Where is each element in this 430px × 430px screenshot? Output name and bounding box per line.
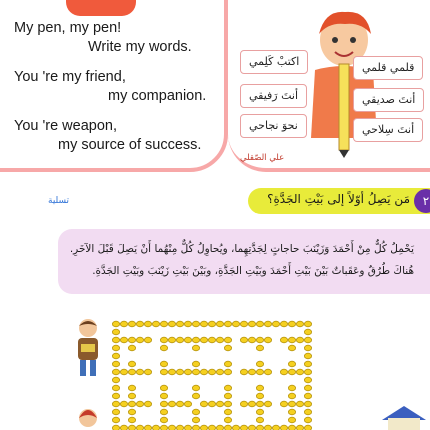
maze-coin (304, 417, 311, 423)
maze-coin (208, 425, 215, 430)
maze-coin (112, 329, 119, 335)
maze-coin (288, 345, 295, 351)
maze-coin (160, 369, 167, 375)
maze-coin (296, 401, 303, 407)
maze-coin (288, 321, 295, 327)
maze-coin (144, 337, 151, 343)
maze-coin (160, 417, 167, 423)
maze-coin (112, 385, 119, 391)
instructions-line-2: هُناكَ طُرُقٌ وعَقَباتٌ بَيْنَ بَيْتِ أَحْمَدَ وبَيْتِ الجَدَّةِ، وبَيْنَ بَيْتِ زَيْنَبَ وبَيْتِ الجَدَّةِ. (92, 265, 414, 277)
maze-coin (256, 393, 263, 399)
maze-coin (216, 401, 223, 407)
maze-coin (248, 321, 255, 327)
maze-coin (136, 401, 143, 407)
maze-coin (304, 337, 311, 343)
maze-coin (160, 401, 167, 407)
maze-coin (176, 337, 183, 343)
maze-coin (288, 369, 295, 375)
maze-coin (200, 337, 207, 343)
maze-coin (288, 401, 295, 407)
instructions-line-1: يَحْمِلُ كُلٌّ مِنْ أَحْمَدَ وَزَيْنَبَ حاجاتٍ لِجَدَّتِهِما، ويُحاوِلُ كُلٌّ مِنْهُما أَنْ يَصِلَ قَبْلَ الآخَرِ. (69, 243, 414, 255)
maze-coin (240, 321, 247, 327)
maze-coin (280, 369, 287, 375)
poem-line-6: my source of success. (58, 137, 202, 153)
maze-coin (120, 337, 127, 343)
maze-coin (136, 369, 143, 375)
maze-coin (160, 425, 167, 430)
maze-coin (272, 425, 279, 430)
maze-coin (160, 393, 167, 399)
maze-coin (120, 401, 127, 407)
maze-coin (288, 393, 295, 399)
maze-coin (304, 353, 311, 359)
maze-coin (232, 425, 239, 430)
section-number-badge: ٢ (414, 189, 430, 213)
maze-coin (224, 321, 231, 327)
maze-coin (288, 409, 295, 415)
maze-coin (256, 385, 263, 391)
maze-coin (128, 401, 135, 407)
maze-coin (184, 337, 191, 343)
maze-coin (224, 385, 231, 391)
maze-coin (128, 337, 135, 343)
maze-coin (248, 369, 255, 375)
maze-coin (128, 361, 135, 367)
maze-coin (176, 321, 183, 327)
poem-line-5: You 're weapon, (14, 118, 118, 134)
maze-coin (152, 321, 159, 327)
maze-coin (304, 377, 311, 383)
maze-coin (160, 337, 167, 343)
maze-coin (232, 321, 239, 327)
maze-coin (176, 401, 183, 407)
maze-coin (120, 369, 127, 375)
maze-coin (128, 321, 135, 327)
maze-coin (192, 345, 199, 351)
maze-coin (192, 337, 199, 343)
maze-coin (128, 385, 135, 391)
maze-coin (216, 337, 223, 343)
maze-coin (264, 337, 271, 343)
maze-coin (128, 369, 135, 375)
maze-coin (224, 417, 231, 423)
poem-line-2: Write my words. (88, 39, 192, 55)
maze-coin (264, 401, 271, 407)
maze-coin (112, 425, 119, 430)
maze-coin (208, 369, 215, 375)
maze-coin (256, 369, 263, 375)
poem-author: علي الصّقلي (240, 153, 285, 163)
maze-coin (288, 361, 295, 367)
maze-coin (184, 425, 191, 430)
maze-coin (192, 409, 199, 415)
maze-coin (280, 425, 287, 430)
maze-coin (208, 337, 215, 343)
maze-coin (128, 409, 135, 415)
maze-coin (264, 321, 271, 327)
maze-coin (208, 321, 215, 327)
maze-coin (224, 409, 231, 415)
maze-coin (256, 417, 263, 423)
maze-coin (144, 369, 151, 375)
maze-coin (304, 385, 311, 391)
maze-coin (184, 369, 191, 375)
maze-coin (112, 409, 119, 415)
maze-coin (136, 337, 143, 343)
maze-coin (160, 345, 167, 351)
maze-coin (112, 345, 119, 351)
maze-coin (240, 401, 247, 407)
maze-coin (144, 425, 151, 430)
maze-coin (248, 425, 255, 430)
maze-coin (136, 321, 143, 327)
arabic-pill-2: اكتبْ كَلِمي (240, 50, 308, 74)
maze-coin (120, 321, 127, 327)
maze-coin (272, 321, 279, 327)
maze-coin (128, 345, 135, 351)
arabic-pill-1: قلمي قلمي (353, 56, 423, 80)
maze-coin (224, 361, 231, 367)
maze-coin (192, 425, 199, 430)
maze-coin (224, 337, 231, 343)
maze-coin (304, 409, 311, 415)
arabic-pill-6: نحوَ نجاحي (240, 114, 307, 138)
maze-coin (192, 385, 199, 391)
maze-coin (112, 377, 119, 383)
maze-coin (256, 361, 263, 367)
maze-coin (112, 369, 119, 375)
grandma-house-icon (378, 404, 430, 430)
maze-coin (304, 345, 311, 351)
maze-coin (112, 321, 119, 327)
maze-coin (264, 425, 271, 430)
maze-coin (304, 321, 311, 327)
maze-coin (152, 425, 159, 430)
maze-coin (200, 401, 207, 407)
maze-coin (136, 425, 143, 430)
section-title: مَن يَصِلُ أوّلاً إلى بَيْتِ الجَدَّةِ؟ (267, 192, 410, 206)
maze-coin (280, 401, 287, 407)
maze-coin (192, 417, 199, 423)
maze-coin (160, 321, 167, 327)
maze-coin (216, 321, 223, 327)
section-category-tag: تسلية (48, 196, 70, 206)
arabic-pill-5: أنتَ سِلاحي (353, 118, 423, 142)
ahmad-character-illustration (72, 318, 104, 380)
maze-coin (168, 337, 175, 343)
maze-coin (160, 409, 167, 415)
maze-coin (256, 337, 263, 343)
maze-coin (296, 425, 303, 430)
maze-coin (208, 401, 215, 407)
maze-coin (112, 393, 119, 399)
maze-coin (224, 425, 231, 430)
maze-coin (240, 337, 247, 343)
maze-coin (304, 329, 311, 335)
maze-coin (160, 361, 167, 367)
maze-coin (176, 369, 183, 375)
heart-banner-decoration (66, 0, 136, 16)
maze-coin (280, 337, 287, 343)
maze-coin (128, 417, 135, 423)
arabic-pill-3: أنتَ صديقي (353, 88, 424, 112)
zainab-character-illustration (76, 406, 100, 430)
maze-coin (144, 401, 151, 407)
maze-coin (184, 321, 191, 327)
maze-coin (288, 385, 295, 391)
maze-coin (192, 321, 199, 327)
maze-coin (256, 425, 263, 430)
maze-coin (296, 369, 303, 375)
arabic-pill-4: أنتَ رَفيقي (240, 84, 307, 108)
maze-coin (112, 417, 119, 423)
poem-line-3: You 're my friend, (14, 69, 126, 85)
maze-coin (192, 393, 199, 399)
poem-line-4: my companion. (108, 88, 207, 104)
maze-coin (224, 345, 231, 351)
maze-coin (200, 321, 207, 327)
maze-coin (112, 401, 119, 407)
maze-coin (216, 425, 223, 430)
maze-coin (168, 425, 175, 430)
maze-coin (280, 321, 287, 327)
maze-coin (224, 401, 231, 407)
maze-coin (128, 425, 135, 430)
coin-maze-puzzle[interactable] (110, 318, 315, 430)
maze-coin (256, 321, 263, 327)
maze-coin (224, 393, 231, 399)
maze-coin (288, 417, 295, 423)
maze-coin (168, 369, 175, 375)
maze-coin (304, 361, 311, 367)
maze-coin (296, 337, 303, 343)
maze-coin (216, 369, 223, 375)
maze-coin (144, 321, 151, 327)
maze-coin (192, 369, 199, 375)
maze-coin (256, 401, 263, 407)
maze-coin (248, 337, 255, 343)
maze-coin (296, 321, 303, 327)
maze-coin (168, 401, 175, 407)
maze-coin (248, 401, 255, 407)
maze-coin (160, 385, 167, 391)
maze-coin (288, 425, 295, 430)
maze-coin (304, 425, 311, 430)
maze-coin (224, 369, 231, 375)
maze-coin (304, 401, 311, 407)
maze-coin (176, 425, 183, 430)
maze-coin (200, 425, 207, 430)
maze-coin (256, 409, 263, 415)
instructions-box (58, 229, 430, 294)
maze-coin (264, 369, 271, 375)
poem-line-1: My pen, my pen! (14, 20, 122, 36)
maze-coin (128, 393, 135, 399)
maze-coin (192, 361, 199, 367)
maze-coin (112, 353, 119, 359)
maze-coin (304, 369, 311, 375)
maze-coin (168, 321, 175, 327)
maze-coin (200, 369, 207, 375)
maze-coin (112, 337, 119, 343)
maze-coin (240, 369, 247, 375)
maze-coin (240, 425, 247, 430)
maze-coin (184, 401, 191, 407)
maze-coin (256, 345, 263, 351)
maze-coin (112, 361, 119, 367)
maze-coin (120, 425, 127, 430)
section-title-band (248, 188, 430, 214)
maze-coin (304, 393, 311, 399)
maze-coin (288, 337, 295, 343)
